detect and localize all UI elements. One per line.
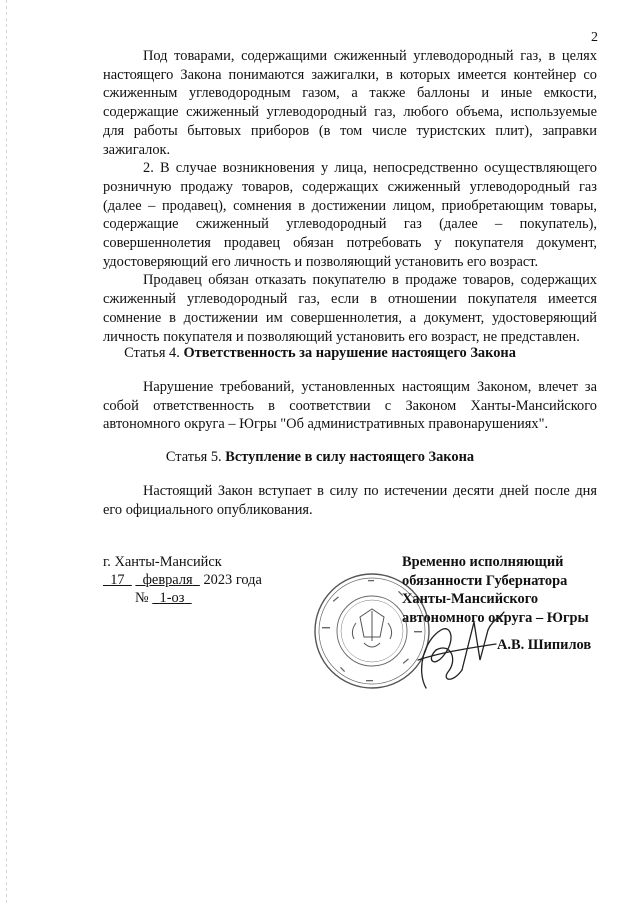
- article5-heading: [0, 449, 640, 466]
- law-number: 1-оз: [159, 590, 185, 606]
- article5-title: Вступление в силу настоящего Закона: [225, 449, 475, 465]
- article4-prefix: Статья 4.: [124, 345, 184, 361]
- signer-name: А.В. Шипилов: [497, 637, 592, 653]
- number-label: №: [135, 590, 149, 606]
- paragraph-seller-refuse: Продавец обязан отказать покупателю в продаже товаров, содержащих сжиженный углеводородный газ, если в отношении покупателя имеется сомнение в достижении им совершеннолетия, а документ, удостоверяющий личность покупателя и позволяющий установить его возраст, не представлен.: [103, 272, 597, 345]
- handwritten-signature: [396, 600, 506, 695]
- date-line: [103, 571, 262, 589]
- article5-prefix: Статья 5.: [165, 449, 226, 465]
- article4-text: Нарушение требований, установленных настоящим Законом, влечет за собой ответственность в соответствии с Законом Ханты-Мансийского автономного округа – Югры "Об административных правонарушениях".: [103, 379, 597, 433]
- article4-heading: [0, 345, 640, 362]
- position-line: Ханты-Мансийского: [402, 591, 539, 607]
- article4-title: Ответственность за нарушение настоящего Закона: [183, 345, 516, 361]
- date-year: 2023 года: [203, 572, 262, 588]
- place-date-block: [103, 553, 262, 607]
- city: г. Ханты-Мансийск: [103, 554, 222, 570]
- position-line: Временно исполняющий: [402, 554, 564, 570]
- paragraph-lpg-definition: Под товарами, содержащими сжиженный углеводородный газ, в целях настоящего Закона понимаются зажигалки, в которых имеется контейнер со сжиженным углеводородным газом, а также баллоны и иные емкости, содержащие сжиженный углеводородный газ, любого объема, используемые для работы бытовых приборов (в том числе туристских плит), заправки зажигалок.: [103, 48, 597, 158]
- article5-body: [103, 482, 597, 519]
- paragraph-seller-doubt: 2. В случае возникновения у лица, непосредственно осуществляющего розничную продажу товаров, содержащих сжиженный углеводородный газ (далее – продавец), сомнения в достижении лицом, приобретающим товары, содержащие сжиженный углеводородный газ (далее – покупатель), совершеннолетия продавец обязан потребовать у покупателя документ, удостоверяющий его личность и позволяющий установить его возраст.: [103, 160, 597, 270]
- date-month: февраля: [142, 572, 193, 588]
- law-number-line: [103, 589, 262, 607]
- article3-continuation: [103, 47, 597, 346]
- date-day: 17: [110, 572, 125, 588]
- article4-body: [103, 378, 597, 434]
- position-line: обязанности Губернатора: [402, 572, 568, 589]
- position-line: автономного округа – Югры: [402, 609, 589, 626]
- article5-text: Настоящий Закон вступает в силу по истечении десяти дней после дня его официального опубликования.: [103, 483, 597, 518]
- page-number: 2: [591, 30, 598, 45]
